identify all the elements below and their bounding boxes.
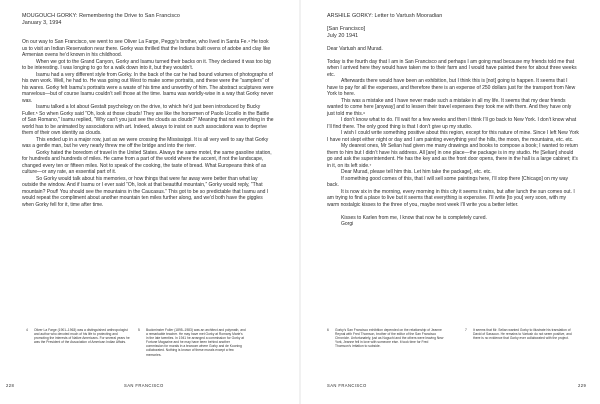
left-paragraph: When we got to the Grand Canyon, Gorky and Isamu turned their backs on it. They declared it was too big to be interesting. I was longing to go for a walk down into it, but they wouldn’t. [22,58,271,71]
left-paragraph: This ended up in a major row, just as we were crossing the Mississippi. It is all very well to say that Gorky was a gentle man, but he very nearly threw me off the bridge and into the river. [22,136,269,149]
footnote-number: 5 [138,328,140,332]
footnote-number: 7 [465,328,467,332]
left-text-column [22,13,274,208]
footnote-text: Buckminster Fuller (1895–1983) was an architect and polymath, and a remarkable teacher. He may have met Gorky at Romany Marie’s in the late twenties. In 1941 he arranged a commission for Gorky at Fortune Magazine and he may have been behind another commission for murals in a tearoom where Gorky and de Kooning collaborated. Nothing is known of these murals except a few memories. [146,328,246,357]
left-page-number: 228 [6,383,15,388]
letter-paragraph: Dear Murad, please tell him this. Let him take the package], etc. etc. [341,169,492,175]
letter-place: [San Francisco] [327,26,366,32]
left-page-title: MOUGOUCH GORKY: Remembering the Drive to San Francisco [22,13,180,19]
letter-paragraph: It is now six in the morning, every morning in this city it seems it rains, but after lunch the sun comes out. I am trying to find a place to live but it seems that everything is expensive. I’ll write [to you] very soon, with my warm nostalgic kisses to the three of you, maybe next week I’ll write you a better letter. [327,188,575,208]
left-page-date: January 3, 1994 [22,19,62,26]
right-page-number: 229 [578,383,587,388]
letter-closing: Kisses to Karlen from me, I know that now he is completely cured. [341,214,487,221]
footnote-number: 4 [26,328,28,332]
left-paragraph: Gorky hated the boredom of travel in the United States. Always the same motel, the same gasoline station, for hundreds and hundreds of miles. He came from a part of the world where the accent, if not the landscape, changed every ten or fifteen miles. Not to speak of the cooking, the taste of bread. What Europeans think of as culture—or any rate, an essential part of it. [22,149,272,175]
left-paragraph: So Gorky would talk about his memories, or how things that were far away were better than what lay outside the window. And if Isamu or I ever said “Oh, look at that beautiful mountain,” Gorky would reply, “That mountain? Pouf! You should see the mountains in the Caucasus.” This got to be so predictable that Isamu and I would repeat the compliment about another mountain ten miles further along, and we’d both have the giggles when Gorky fell for it, time after time. [22,175,269,208]
letter-paragraph: This was a mistake and I have never made such a mistake in all my life. It seems that my dear friends wanted to come here [anyway] and to lessen their travel expenses they took me with them. And they have only just told me this.⁶ [327,97,572,117]
footnote [465,328,577,341]
letter-paragraph: If something good comes of this, that I will sell some paintings here, I’ll stop there [Chicago] on my way back. [327,175,569,188]
footnote-text: It seems that Mr. Selian wanted Gorky to illustrate his translation of David of Sassoun. He remains to Vartush do not seem positive, and there is no evidence that Gorky ever collaborated with the project. [473,328,572,341]
footnote-text: Gorky’s San Francisco exhibition depended on the relationship of Jeanne Reynal with Fred Thomson, brother of the editor of the San Francisco Chronicle. Unfortunately, just as Noguchi and the others were leaving New York, Jeanne fell in love with someone else. It took time for Fred Thomson’s irritation to subside. [335,328,444,349]
letter-date: July 20 1941 [327,32,359,39]
letter-paragraph: My dearest ones, Mr Selian had given me many drawings and books to compose a book; I wanted to return them to him but I didn’t have his address. All [are] in one place—the package is in my studio. He [Selian] should go and ask the superintendent. He has the key and as the front door opens, there in the hall is a large cabinet; it’s in it, on its left side.⁷ [327,143,579,169]
left-paragraph: On our way to San Francisco, we went to see Oliver La Farge, Peggy’s brother, who lived in Santa Fe.⁴ He took us to visit an Indian Reservation near there. Gorky was thrilled that the Indians built ovens of adobe and clay like Armenian ovens he’d known in his childhood. [22,39,271,58]
right-page [300,0,600,404]
right-page-title: ARSHILE GORKY: Letter to Vartush Mooradian [327,13,443,19]
footnote [327,328,445,349]
footnote [26,328,130,345]
right-text-column [327,13,579,228]
letter-paragraph: Today is the fourth day that I am in San Francisco and perhaps I am going mad because my friends told me that when I arrived here they would have taken me to their farm and I would have painted there for about three weeks etc. [327,58,577,78]
letter-paragraph: I don’t know what to do. I’ll wait for a few weeks and then I think I’ll go back to New York. I don’t know what I’ll find there. The only good thing is that I don’t give up my studio. [327,117,577,130]
left-running-head: SAN FRANCISCO [124,383,164,388]
footnote [138,328,246,357]
footnote-number: 6 [327,328,329,332]
left-paragraph: Isamu talked a lot about Gestalt psychology on the drive, to which he’d just been introduced by Bucky Fuller.⁵ So when Gorky said “Oh, look at those clouds! They are like the horsemen of Paolo Uccello in the Battle of San Romano,” Isamu replied, “Why can’t you just see the clouds as clouds?” Meaning that not everything in the world has to be animated by associations with art. Indeed, always to insist on such associations was to deprive them of their own identity as clouds. [22,104,274,136]
letter-paragraph: I wish I could write something positive about this region, except for this nature of mine. Since I left New York I have not slept either night or day and I am painting everything yes! the hills, the moon, the mountains, etc. etc. [327,130,579,143]
letter-paragraph: Afterwards there would have been an exhibition, but I think this is [not] going to happen. It seems that I have to pay for all the expenses, and therefore there is an expense of 250 dollars just for the transport from New York to here. [327,78,576,97]
footnote-text: Oliver La Farge (1901–1963) was a distinguished anthropologist and author who devoted much of his life to protecting and promoting the interests of Native Americans. For several years he was the President of the Association of American Indian Affairs. [34,328,130,345]
letter-salutation: Dear Vartush and Murad. [327,45,383,52]
right-running-head: SAN FRANCISCO [327,383,367,388]
letter-signature: Gorgi [341,221,354,227]
left-paragraph: Isamu had a very different style from Gorky. In the back of the car he had bound volumes of photographs of his own work. Well, he had to. He was going out West to make some portraits, and these were the “samplers” of his wares. Gorky felt Isamu’s portraits were a waste of his time and unworthy of him. The abstract sculptures were marvelous—but of course Isamu couldn’t sell those at the time. Isamu was worldly-wise in a way that Gorky never was. [22,71,274,104]
